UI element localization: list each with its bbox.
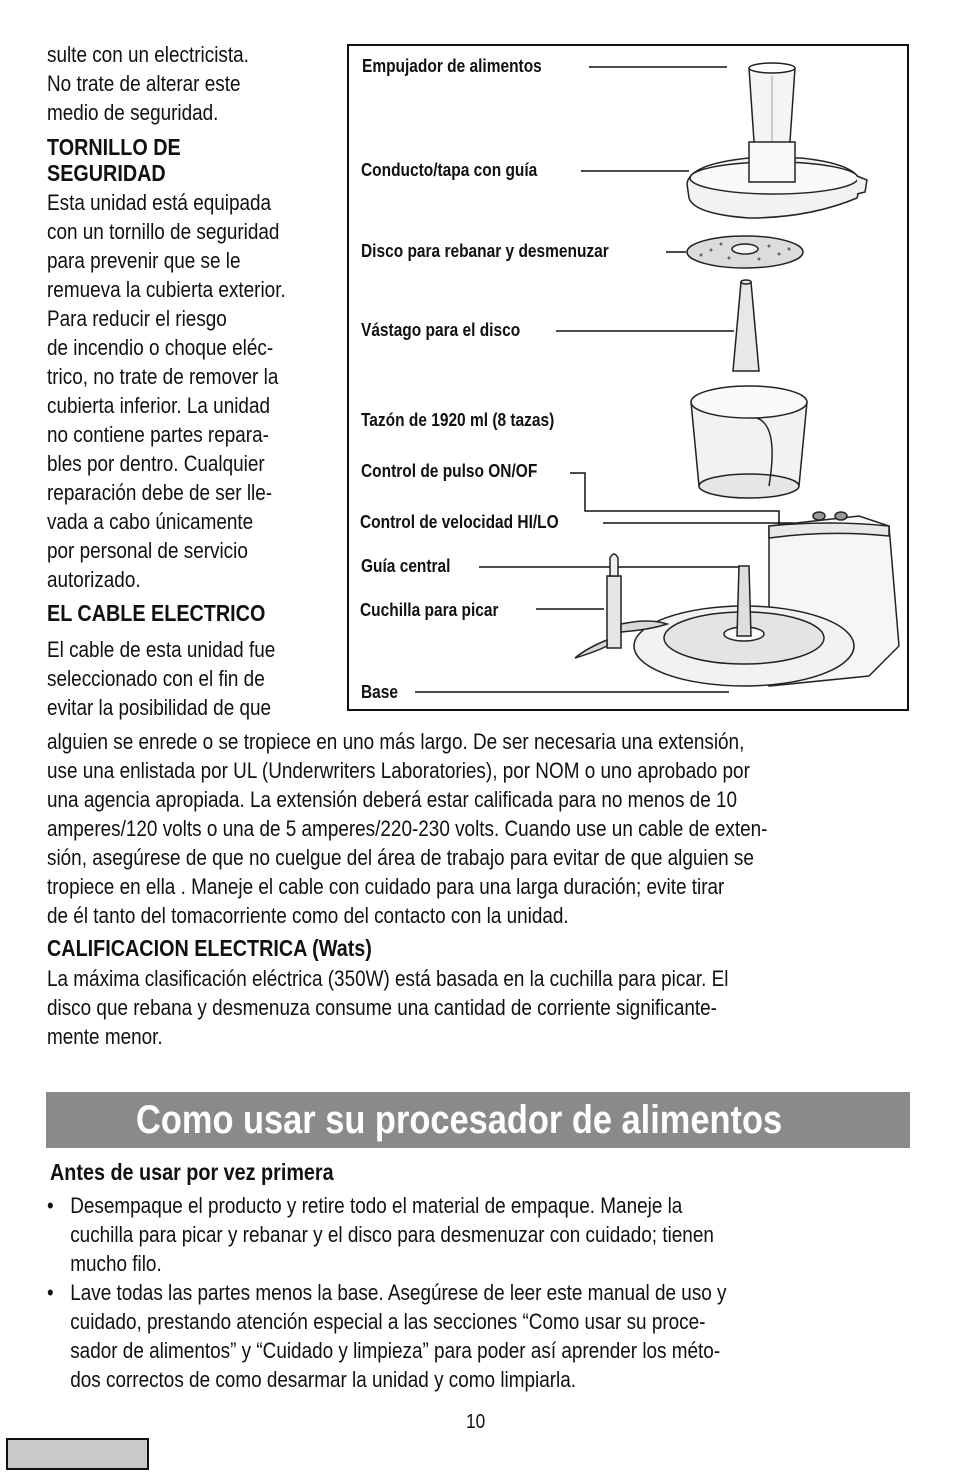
calificacion-section bbox=[47, 934, 911, 1051]
heading-cable: EL CABLE ELECTRICO bbox=[47, 600, 266, 626]
left-column bbox=[47, 40, 331, 722]
label-velocidad: Control de velocidad HI/LO bbox=[360, 512, 559, 532]
section-banner bbox=[46, 1092, 910, 1148]
label-conducto: Conducto/tapa con guía bbox=[361, 160, 538, 180]
label-pulso: Control de pulso ON/OF bbox=[361, 461, 538, 481]
heading-calificacion: CALIFICACION ELECTRICA (Wats) bbox=[47, 935, 372, 961]
bullet-item: • Lave todas las partes menos la base. Asegúrese de leer este manual de uso y cuidado, prestando atención especial a las secciones “Como usar su proce- sador de alimentos” y “Cuidado y limpieza” para poder así aprender los méto- dos correctos de como desarmar la unidad y como limpiarla. bbox=[47, 1280, 727, 1392]
label-cuchilla: Cuchilla para picar bbox=[360, 600, 499, 620]
page-number: 10 bbox=[466, 1411, 486, 1433]
subheading-antes: Antes de usar por vez primera bbox=[50, 1159, 334, 1185]
label-base: Base bbox=[361, 682, 399, 702]
disc-stem-icon bbox=[733, 280, 759, 371]
bullet-list bbox=[47, 1191, 916, 1394]
heading-tornillo: TORNILLO DE SEGURIDAD bbox=[47, 134, 181, 186]
bullet-marker: • bbox=[47, 1280, 54, 1305]
label-empujador: Empujador de alimentos bbox=[362, 56, 542, 76]
label-tazon: Tazón de 1920 ml (8 tazas) bbox=[361, 410, 555, 430]
bowl-icon bbox=[691, 386, 807, 498]
calificacion-text: La máxima clasificación eléctrica (350W) está basada en la cuchilla para picar. El disco que rebana y desmenuza consume una cantidad de corriente significante- mente menor. bbox=[47, 966, 729, 1049]
intro-text: sulte con un electricista. No trate de alterar este medio de seguridad. bbox=[47, 42, 249, 125]
base-icon bbox=[634, 512, 899, 686]
lid-chute-icon bbox=[687, 142, 867, 218]
tornillo-text: Esta unidad está equipada con un tornillo de seguridad para prevenir que se le remueva la cubierta exterior. Para reducir el riesgo de incendio o choque eléc- trico, no trate de remover la cubierta inferior. La unidad no contiene partes repara- bles por dentro. Cualquier reparación debe de ser lle- vada a cabo únicamente por personal de servicio autorizado. bbox=[47, 190, 286, 592]
parts-diagram bbox=[347, 44, 909, 711]
label-guia: Guía central bbox=[361, 556, 451, 576]
cable-text: El cable de esta unidad fue seleccionado con el fin de evitar la posibilidad de que bbox=[47, 637, 276, 720]
banner-title: Como usar su procesador de alimentos bbox=[136, 1098, 783, 1142]
label-disco: Disco para rebanar y desmenuzar bbox=[361, 241, 609, 261]
label-vastago: Vástago para el disco bbox=[361, 320, 521, 340]
page-tab-marker bbox=[6, 1438, 149, 1470]
bullet-item: • Desempaque el producto y retire todo el material de empaque. Maneje la cuchilla para picar y rebanar y el disco para desmenuzar con cuidado; tienen mucho filo. bbox=[47, 1193, 714, 1276]
cable-text-continued: alguien se enrede o se tropiece en uno más largo. De ser necesaria una extensión, use una enlistada por UL (Underwriters Laboratories), por NOM o uno aprobado por una agencia apropiada. La extensión deberá estar calificada para no menos de 10 amperes/120 volts o una de 5 amperes/220-230 volts. Cuando use un cable de exten- sión, asegúrese de que no cuelgue del área de trabajo para evitar de que alguien se tropiece en ella . Maneje el cable con cuidado para una larga duración; evite tirar de él tanto del tomacorriente como del contacto con la unidad. bbox=[47, 729, 768, 928]
bullet-marker: • bbox=[47, 1193, 54, 1218]
slicing-disc-icon bbox=[687, 236, 803, 268]
